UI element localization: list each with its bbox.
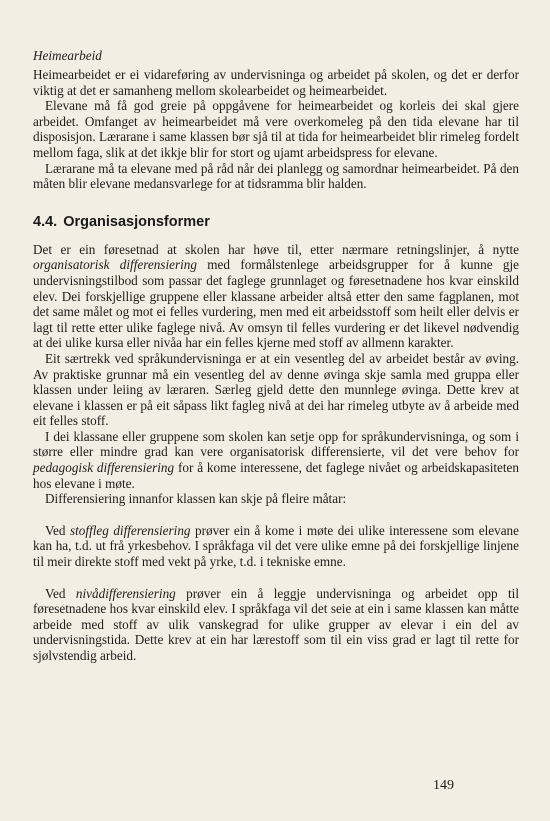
text-run: med formålstenlege arbeidsgrupper for å kunne gje undervisningstilbod som passar det faglege grunnlaget og føresetnadene hos kvar einskild elev. Dei forskjellige gruppene eller klassane arbeider altså etter den same fagplanen, mot det same målet og mot ei felles vurdering, men med eit arbeidsstoff som heilt eller delvis er lagt til rette etter ulike faglege nivå. Av omsyn til felles vurdering er det likevel nødvendig at dei ulike kursa eller nivåa har ein felles kjerne med stoff av allmenn karakter.: [33, 257, 520, 351]
text-run: I dei klassane eller gruppene som skolen kan setje opp for språkundervisninga, og som i større eller mindre grad kan vere organisatorisk differensierte, vil det vere behov for: [33, 428, 519, 460]
paragraph-2: Elevane må få god greie på oppgåvene for heimearbeidet og korleis dei skal gjere arbeidet. Omfanget av heimearbeidet må vere overkomeleg på den tida elevane har til disposisjon. Lærarane i same klassen bør sjå til at tida for heimearbeidet blir rimeleg fordelt mellom faga, slik at det ikkje blir for stort og ujamt arbeidspress for elevane.: [33, 98, 519, 160]
text-run: for å kome interessene, det faglege nivået og arbeidskapasiteten hos elevane i møte.: [33, 460, 519, 491]
paragraph-4: [33, 242, 519, 351]
text-run: prøver ein å kome i møte dei ulike interessene som elevane kan ha, t.d. ut frå yrkesbehov. I språkfaga vil det vere ulike emne på dei forskjellige linjene til meir direkte stoff med vekt på yrke, t.d. i tekniske emne.: [33, 522, 519, 570]
paragraph-8: [33, 523, 519, 570]
text-run: prøver ein å leggje undervisninga og arbeidet opp til føresetnadene hos kvar einskild elev. I språkfaga vil det seie at ein i same klassen kan måtte arbeide med stoff av ulik vanskegrad for ulike grupper av elevar i ein del av undervisningstida. Dette krev at ein har lærestoff som til ein viss grad er lagt til rette for sjølvstendig arbeid.: [33, 585, 519, 663]
paragraph-7: Differensiering innanfor klassen kan skje på fleire måtar:: [45, 491, 347, 507]
emphasis: pedagogisk differensiering: [33, 460, 175, 476]
text-run: Det er ein føresetnad at skolen har høve til, etter nærmare retningslinjer, å nytte: [33, 241, 519, 257]
paragraph-1: Heimearbeidet er ei vidareføring av undervisninga og arbeidet på skolen, og det er derfor viktig at det er samanheng mellom skolearbeidet og heimearbeidet.: [33, 67, 519, 98]
paragraph-9: [33, 586, 519, 664]
emphasis: nivådifferensiering: [75, 585, 176, 601]
section-title: Organisasjonsformer: [63, 213, 210, 230]
text-run: Ved: [45, 585, 76, 601]
spacer: [33, 570, 519, 586]
emphasis: stoffleg differensiering: [70, 522, 191, 538]
paragraph-3: Lærarane må ta elevane med på råd når dei planlegg og samordnar heimearbeidet. På den måten blir elevane medansvarlege for at tidsramma blir halden.: [33, 160, 519, 192]
paragraph-5: Eit særtrekk ved språkundervisninga er at ein vesentleg del av arbeidet består av øving. Av praktiske grunnar må ein vesentleg del av denne øvinga skje samla med gruppa eller klassen under leiing av læraren. Særleg gjeld dette den munnlege øvinga. Dette krev at elevane i klassen er på eit såpass likt fagleg nivå at dei har rimeleg utbyte av å arbeide med eit felles stoff.: [33, 350, 519, 429]
subheading-heimearbeid: Heimearbeid: [33, 48, 102, 63]
spacer: [33, 507, 519, 523]
emphasis: organisatorisk differensiering: [33, 257, 197, 273]
page-number: 149: [433, 778, 454, 793]
section-heading: [33, 214, 519, 230]
paragraph-6: [33, 429, 519, 491]
section-number: 4.4.: [33, 213, 58, 230]
page-content: [33, 48, 519, 664]
text-run: Ved: [45, 522, 71, 538]
